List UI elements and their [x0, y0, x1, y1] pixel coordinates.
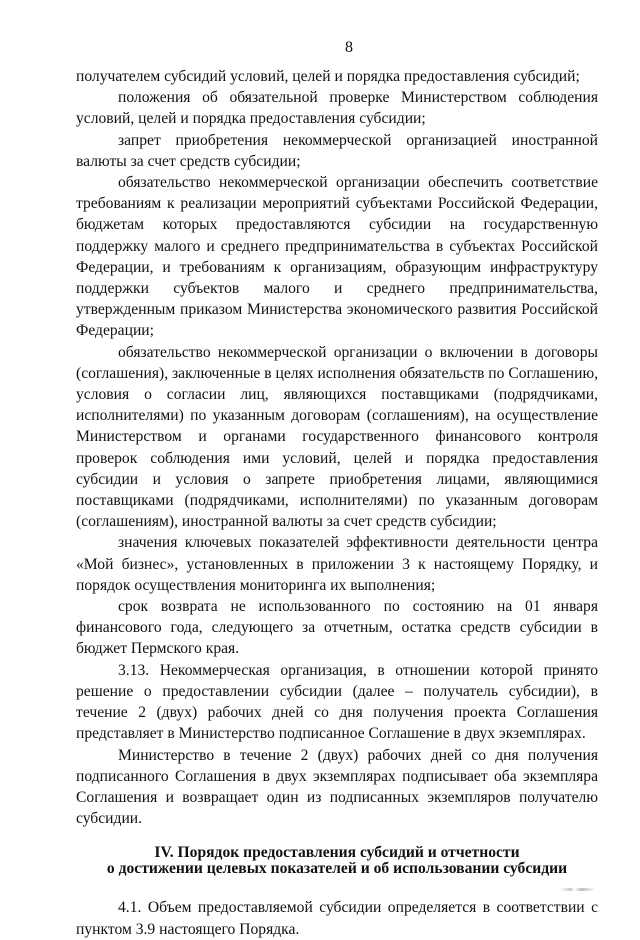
section-heading-line-2: о достижении целевых показателей и об использовании субсидии	[106, 860, 568, 878]
paragraph: запрет приобретения некоммерческой организацией иностранной валюты за счет средств субсидии;	[76, 131, 598, 170]
page-number: 8	[345, 39, 353, 56]
paragraph: Министерство в течение 2 (двух) рабочих дней со дня получения подписанного Соглашения в двух экземплярах подписывает оба экземпляра Соглашения и возвращает один из подписанных экземпляров получателю субсидии.	[76, 746, 598, 828]
paragraph: 3.13. Некоммерческая организация, в отношении которой принято решение о предоставлении субсидии (далее – получатель субсидии), в течение 2 (двух) рабочих дней со дня получения проекта Соглашения представляет в Министерство подписанное Соглашение в двух экземплярах.	[76, 661, 598, 743]
paragraph: обязательство некоммерческой организации обеспечить соответствие требованиям к реализации мероприятий субъектами Российской Федерации, бюджетам которых предоставляются субсидии на государственную поддержку малого и среднего предпринимательства в субъектах Российской Федерации, и требованиям к организациям, образующим инфраструктуру поддержки субъектов малого и среднего предпринимательства, утвержденным приказом Министерства экономического развития Российской Федерации;	[76, 174, 598, 340]
section-heading	[76, 845, 598, 877]
paragraph: срок возврата не использованного по состоянию на 01 января финансового года, следующего за отчетным, остатка средств субсидии в бюджет Пермского края.	[76, 598, 598, 658]
paragraph: положения об обязательной проверке Министерством соблюдения условий, целей и порядка предоставления субсидии;	[76, 89, 598, 128]
section-heading-line-1: IV. Порядок предоставления субсидий и отчетности	[154, 844, 520, 862]
paragraph: значения ключевых показателей эффективности деятельности центра «Мой бизнес», установленных в приложении 3 к настоящему Порядку, и порядок осуществления мониторинга их выполнения;	[76, 534, 598, 594]
body-text-block-1	[76, 66, 598, 829]
paragraph: получателем субсидий условий, целей и порядка предоставления субсидий;	[76, 68, 580, 85]
scan-artifact	[560, 888, 596, 891]
paragraph: обязательство некоммерческой организации о включении в договоры (соглашения), заключенные в целях исполнения обязательств по Соглашению, условия о согласии лиц, являющихся поставщиками (подрядчиками, исполнителями) по указанным договорам (соглашениям), на осуществление Министерством и органами государственного финансового контроля проверок соблюдения ими условий, целей и порядка предоставления субсидии и условия о запрете приобретения лицами, являющимися поставщиками (подрядчиками, исполнителями) по указанным договорам (соглашениям), иностранной валюты за счет средств субсидии;	[76, 343, 598, 531]
paragraph: 4.1. Объем предоставляемой субсидии определяется в соответствии с пунктом 3.9 настоящего Порядка.	[76, 899, 598, 938]
body-text-block-2	[76, 897, 598, 939]
